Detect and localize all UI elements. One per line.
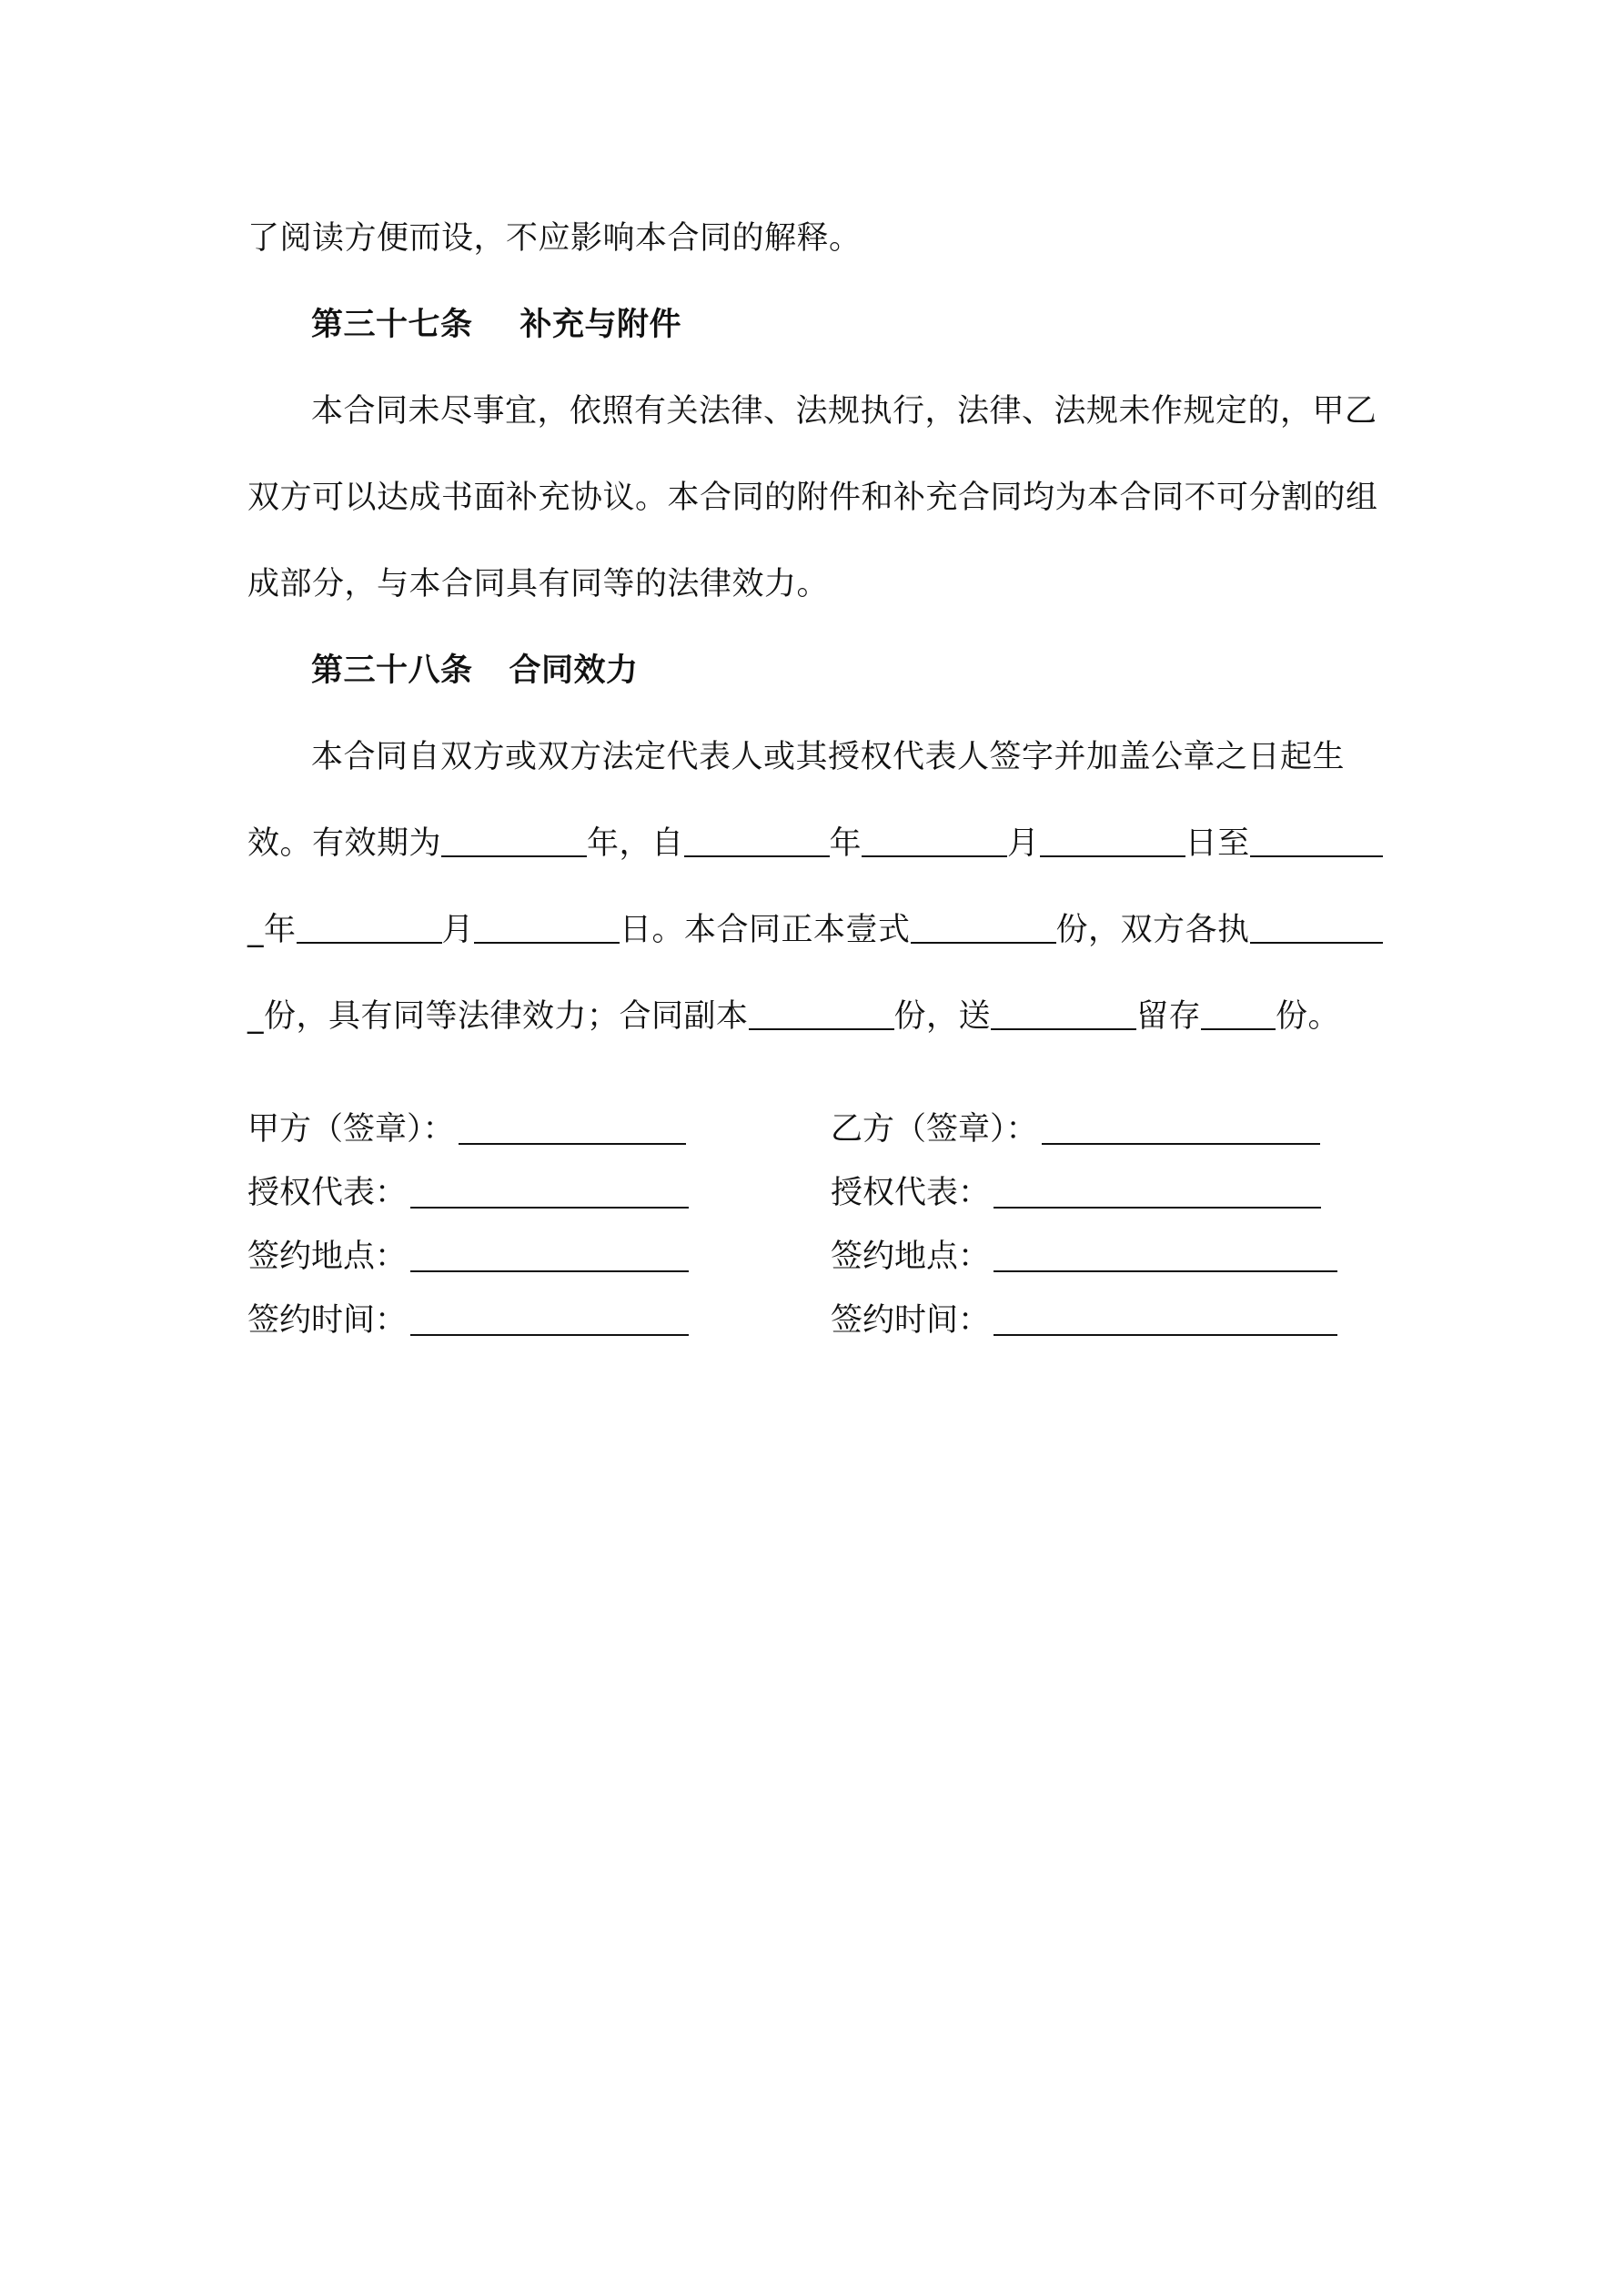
paragraph-text: 双方可以达成书面补充协议。本合同的附件和补充合同均为本合同不可分割的组	[247, 480, 1378, 516]
paragraph-text: 成部分，与本合同具有同等的法律效力。	[247, 566, 830, 602]
article-38-line-4	[247, 989, 1394, 1044]
party-a-place-row	[247, 1233, 689, 1280]
text-segment: 效。有效期为	[247, 825, 442, 862]
party-a-time-row	[247, 1297, 689, 1344]
party-b-seal-label: 乙方（签章）：	[831, 1111, 1038, 1148]
paragraph-text: 本合同自双方或双方法定代表人或其授权代表人签字并加盖公章之日起生	[311, 739, 1346, 775]
text-segment: 份。	[1276, 998, 1341, 1035]
party-b-place-label: 签约地点：	[831, 1239, 991, 1275]
party-a-time-label: 签约时间：	[247, 1302, 408, 1339]
party-a-place-field[interactable]	[410, 1239, 689, 1272]
text-segment: 月	[441, 912, 475, 948]
party-b-seal-row	[831, 1106, 1320, 1153]
party-b-time-field[interactable]	[994, 1303, 1337, 1336]
party-b-rep-label: 授权代表：	[831, 1175, 991, 1211]
article-38-line-3	[247, 903, 1394, 957]
article-title: 补充与附件	[519, 307, 682, 343]
party-a-rep-label: 授权代表：	[247, 1175, 408, 1211]
party-a-rep-row	[247, 1169, 689, 1217]
party-b-rep-row	[831, 1169, 1321, 1217]
text-segment: 份，双方各执	[1055, 912, 1250, 948]
party-a-time-field[interactable]	[410, 1303, 689, 1336]
party-b-place-row	[831, 1233, 1337, 1280]
text-segment: 留存	[1136, 998, 1202, 1035]
party-a-seal-row	[247, 1106, 686, 1153]
party-a-rep-field[interactable]	[410, 1176, 689, 1209]
fill-blank-start-day[interactable]	[1040, 823, 1185, 857]
text-segment: 年，自	[587, 825, 684, 862]
fill-blank-retained-copies[interactable]	[1201, 996, 1276, 1030]
text-segment: _	[247, 998, 264, 1035]
article-37-line-2	[247, 470, 1394, 525]
party-a-place-label: 签约地点：	[247, 1239, 408, 1275]
fill-blank-send-to[interactable]	[991, 996, 1136, 1030]
party-a-seal-label: 甲方（签章）：	[247, 1111, 455, 1148]
text-segment: 日。本合同正本壹式	[620, 912, 911, 948]
article-number: 第三十七条	[311, 307, 473, 343]
article-title: 合同效力	[509, 652, 639, 689]
party-a-seal-field[interactable]	[459, 1112, 686, 1145]
fill-blank-end-month[interactable]	[297, 909, 442, 944]
article-37-line-3	[247, 557, 1394, 612]
article-38-line-1	[311, 730, 1394, 784]
article-37-line-1	[311, 384, 1394, 439]
article-38-heading	[311, 643, 1394, 698]
party-b-place-field[interactable]	[994, 1239, 1337, 1272]
paragraph-carryover	[247, 211, 1394, 266]
fill-blank-term-years[interactable]	[441, 823, 587, 857]
paragraph-text: 本合同未尽事宜，依照有关法律、法规执行，法律、法规未作规定的，甲乙	[311, 393, 1377, 430]
text-segment: 日至	[1185, 825, 1250, 862]
fill-blank-end-day[interactable]	[474, 909, 620, 944]
article-number: 第三十八条	[311, 652, 473, 689]
fill-blank-start-year[interactable]	[684, 823, 830, 857]
fill-blank-copies-each[interactable]	[1250, 909, 1383, 944]
text-segment: 年	[264, 912, 297, 948]
fill-blank-duplicate-copies[interactable]	[749, 996, 894, 1030]
text-segment: 月	[1007, 825, 1040, 862]
fill-blank-start-month[interactable]	[862, 823, 1007, 857]
party-b-time-row	[831, 1297, 1337, 1344]
text-segment: 份，送	[893, 998, 992, 1035]
party-b-time-label: 签约时间：	[831, 1302, 991, 1339]
fill-blank-original-copies[interactable]	[911, 909, 1056, 944]
article-37-heading	[311, 298, 1394, 352]
paragraph-text: 了阅读方便而设，不应影响本合同的解释。	[247, 220, 862, 257]
article-38-line-2	[247, 816, 1394, 871]
text-segment: 年	[829, 825, 862, 862]
party-b-rep-field[interactable]	[994, 1176, 1321, 1209]
text-segment: 份，具有同等法律效力；合同副本	[264, 998, 749, 1035]
fill-blank-end-year[interactable]	[1250, 823, 1383, 857]
text-segment: _	[247, 912, 264, 948]
party-b-seal-field[interactable]	[1042, 1112, 1320, 1145]
